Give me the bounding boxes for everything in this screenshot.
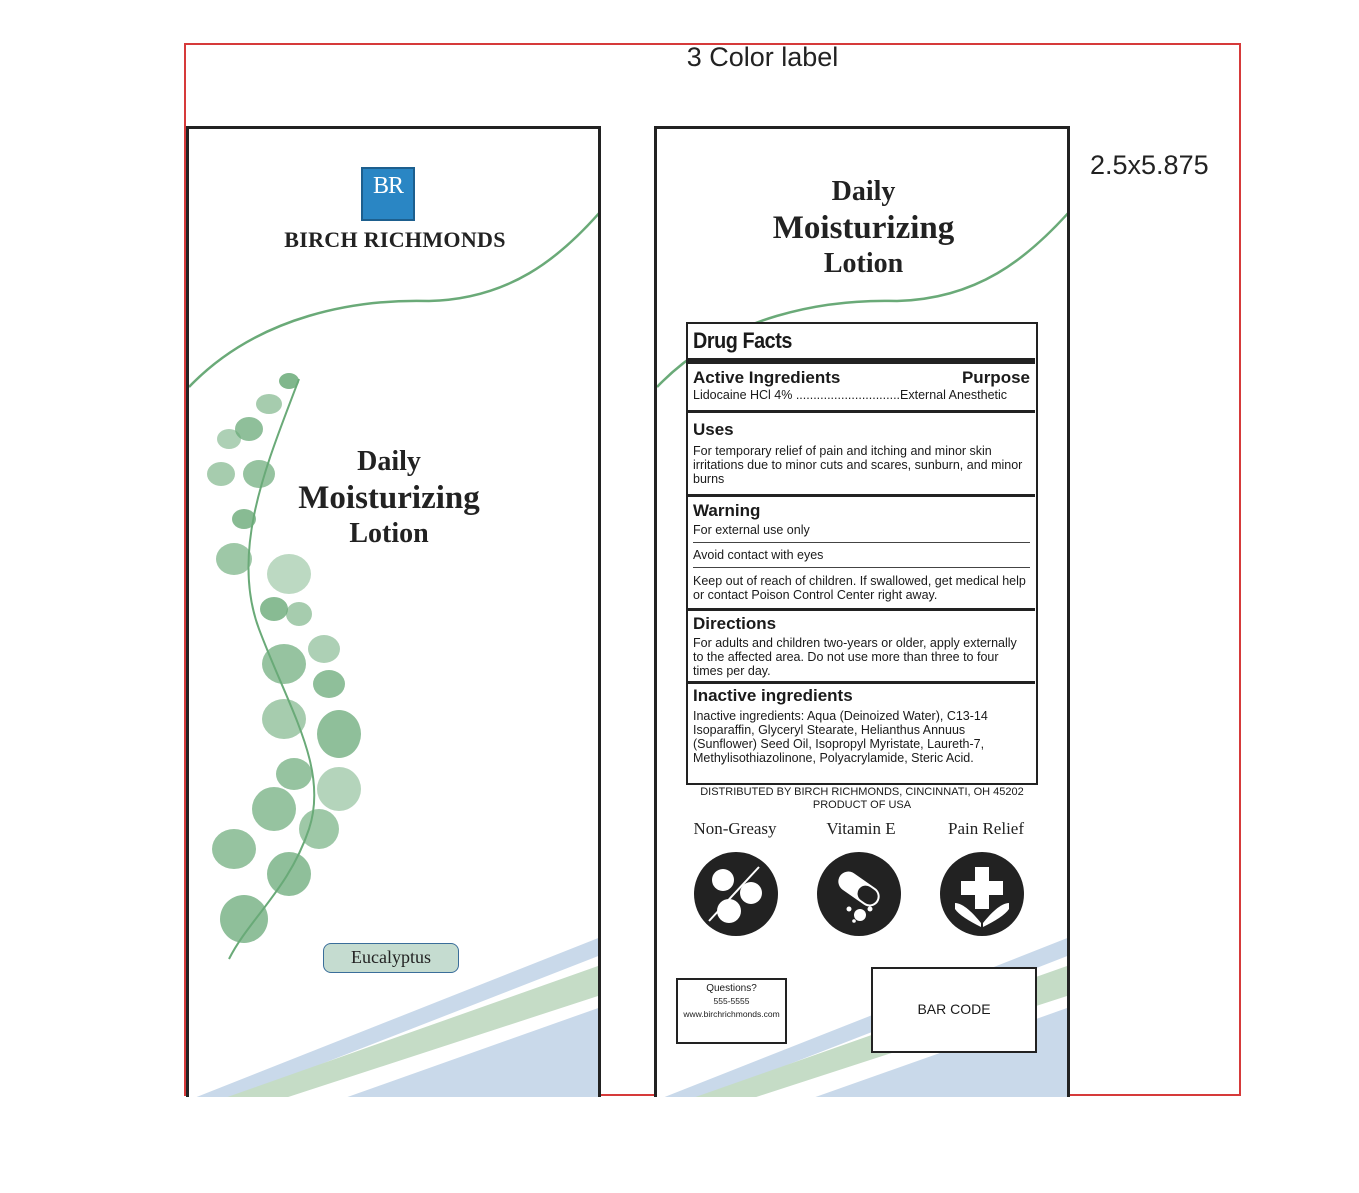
directions-label: Directions [693,614,777,633]
uses-label: Uses [693,420,734,439]
drug-facts-panel [686,322,1038,785]
title-line-lotion: Lotion [823,248,904,279]
warning-external-use: For external use only [693,523,810,537]
drug-facts-heading: Drug Facts [693,328,792,353]
section-rule [688,410,1035,413]
warning-keep-out: Keep out of reach of children. If swallowed, get medical help or contact Poison Control Center right away. [693,574,1026,602]
brand-name: BIRCH RICHMONDS [284,227,506,252]
directions-text: For adults and children two-years or older, apply externally to the affected area. Do not use more than three to four times per day. [693,636,1017,678]
logo-letters: BR [372,173,403,199]
active-ingredients-label: Active Ingredients [693,368,841,387]
warning-divider [693,542,1030,543]
front-product-title [289,445,489,551]
questions-contact-box [676,978,787,1044]
questions-label: Questions? [706,983,757,994]
barcode-placeholder: BAR CODE [871,967,1037,1053]
title-line-lotion: Lotion [349,518,429,549]
inactive-label: Inactive ingredients [693,686,853,705]
section-rule [688,681,1035,684]
active-ingredients-section [688,368,1035,402]
distributed-by: DISTRIBUTED BY BIRCH RICHMONDS, CINCINNATI, OH 45202 [700,786,1024,798]
questions-website: www.birchrichmonds.com [683,1009,780,1019]
warning-avoid-eyes: Avoid contact with eyes [693,548,824,562]
section-rule [688,608,1035,611]
drug-facts-heading-row [688,328,1035,354]
back-product-title [657,175,1070,281]
feature-label-non-greasy: Non-Greasy [693,819,777,838]
back-panel [654,126,1070,1097]
front-panel [186,126,601,1097]
heading-rule [688,358,1035,364]
feature-label-pain-relief: Pain Relief [947,819,1024,838]
uses-section [688,420,1035,486]
medical-cross-hands-icon [939,851,1025,937]
warning-section [688,501,1035,537]
directions-section [688,614,1035,678]
vitamin-capsule-icon [816,851,902,937]
scent-badge: Eucalyptus [323,943,459,973]
purpose-label: Purpose [961,368,1030,387]
warning-divider [693,567,1030,568]
uses-text: For temporary relief of pain and itching and minor skin irritations due to minor cuts and scares, sunburn, and minor burns [693,444,1023,486]
non-greasy-icon [693,851,779,937]
inactive-text: Inactive ingredients: Aqua (Deinoized Water), C13-14 Isoparaffin, Glyceryl Stearate, Helianthus Annuus (Sunflower) Seed Oil, Isopropyl Myristate, Laureth-7, Methylisothiazolinone, Polyacrylamide, Steric Acid. [693,709,988,765]
warning-label: Warning [693,501,761,520]
brand-logo-icon [361,167,415,221]
feature-label-vitamin-e: Vitamin E [826,819,896,838]
distributor-info [657,786,1067,812]
label-dimensions: 2.5x5.875 [1090,150,1209,180]
sheet-title: 3 Color label [686,42,839,72]
questions-phone: 555-5555 [713,996,750,1006]
title-line-moisturizing: Moisturizing [298,480,480,516]
section-rule [688,494,1035,497]
title-line-daily: Daily [357,446,421,477]
product-origin: PRODUCT OF USA [812,799,912,811]
title-line-moisturizing: Moisturizing [772,210,955,246]
active-ingredient-line: Lidocaine HCl 4% ..............................External Anesthetic [693,388,1008,402]
title-line-daily: Daily [831,176,896,207]
inactive-section [688,686,1035,765]
